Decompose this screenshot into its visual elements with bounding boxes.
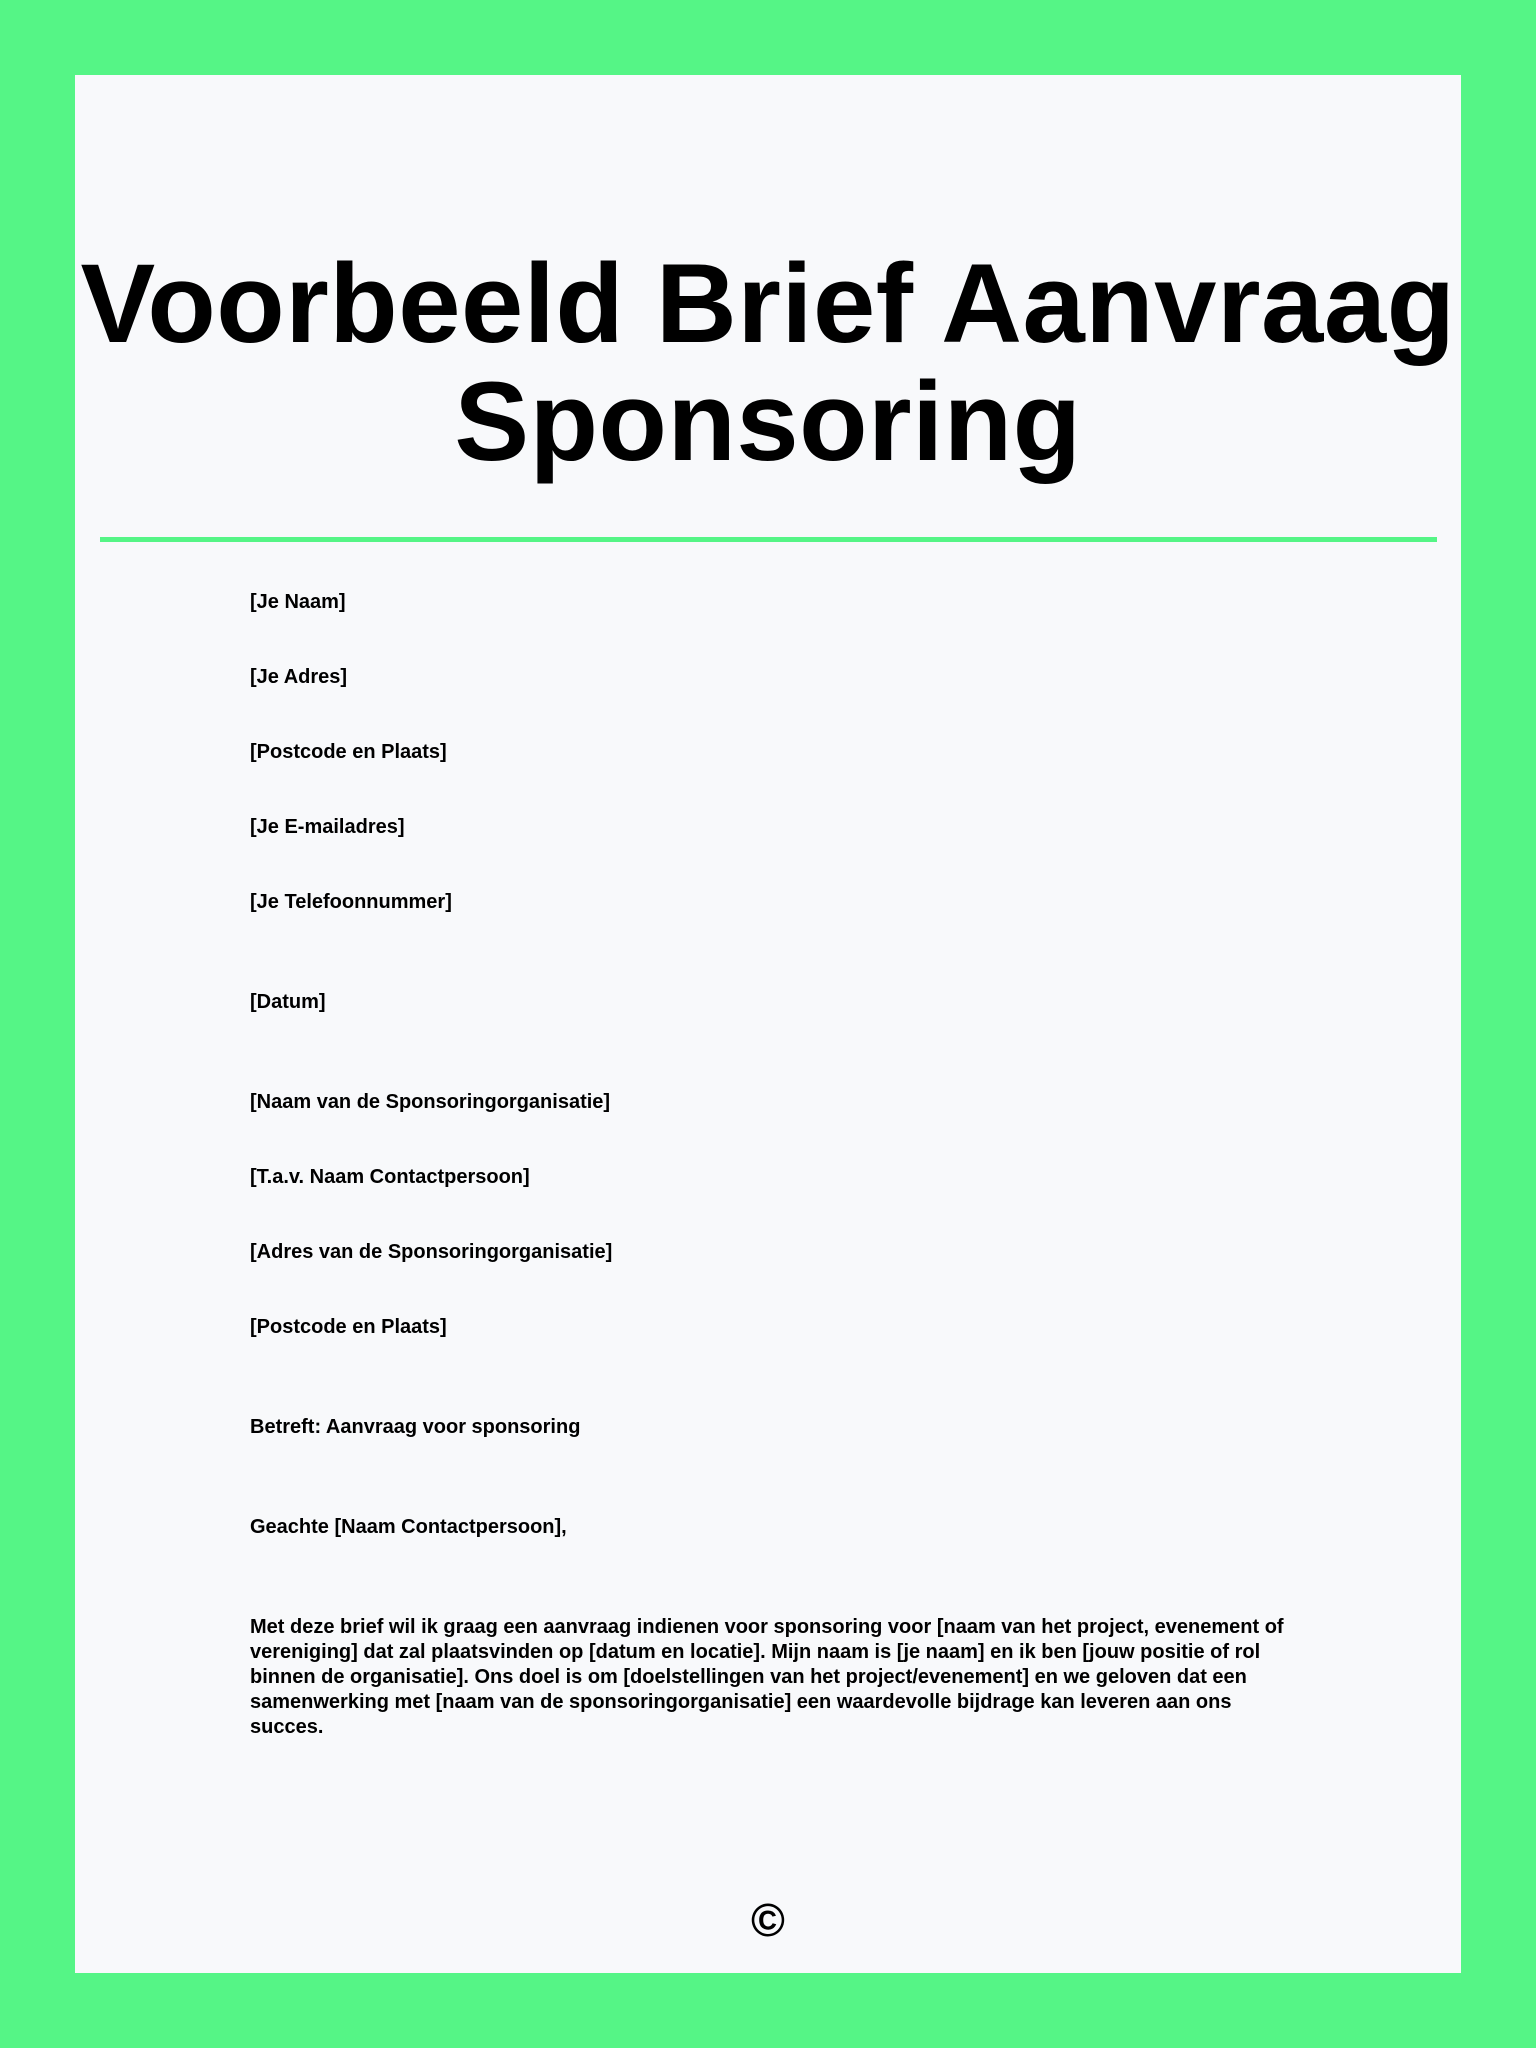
recipient-address: [Adres van de Sponsoringorganisatie] [250, 1241, 613, 1263]
letter-date: [Datum] [250, 991, 326, 1013]
sender-email: [Je E-mailadres] [250, 816, 405, 838]
copyright-symbol: © [751, 1894, 785, 1946]
recipient-attention: [T.a.v. Naam Contactpersoon] [250, 1166, 530, 1188]
letter-subject: Betreft: Aanvraag voor sponsoring [250, 1416, 581, 1438]
sender-name: [Je Naam] [250, 591, 346, 613]
sender-postal-city: [Postcode en Plaats] [250, 741, 447, 763]
sender-address: [Je Adres] [250, 666, 348, 688]
letter-page [75, 75, 1461, 1973]
recipient-postal-city: [Postcode en Plaats] [250, 1316, 447, 1338]
letter-salutation: Geachte [Naam Contactpersoon], [250, 1516, 567, 1538]
letter-body-paragraph: Met deze brief wil ik graag een aanvraag indienen voor sponsoring voor [naam van het project, evenement of vereniging] dat zal plaatsvinden op [datum en locatie]. Mijn naam is [je naam] en ik ben [jouw positie of rol binnen de organisatie]. Ons doel is om [doelstellingen van het project/evenement] en we geloven dat een samenwerking met [naam van de sponsoringorganisatie] een waardevolle bijdrage kan leveren aan ons succes. [250, 1616, 1284, 1738]
title-divider [100, 537, 1437, 542]
recipient-organisation: [Naam van de Sponsoringorganisatie] [250, 1091, 611, 1113]
document-title: Voorbeeld Brief Aanvraag Sponsoring [80, 241, 1456, 484]
sender-phone: [Je Telefoonnummer] [250, 891, 452, 913]
